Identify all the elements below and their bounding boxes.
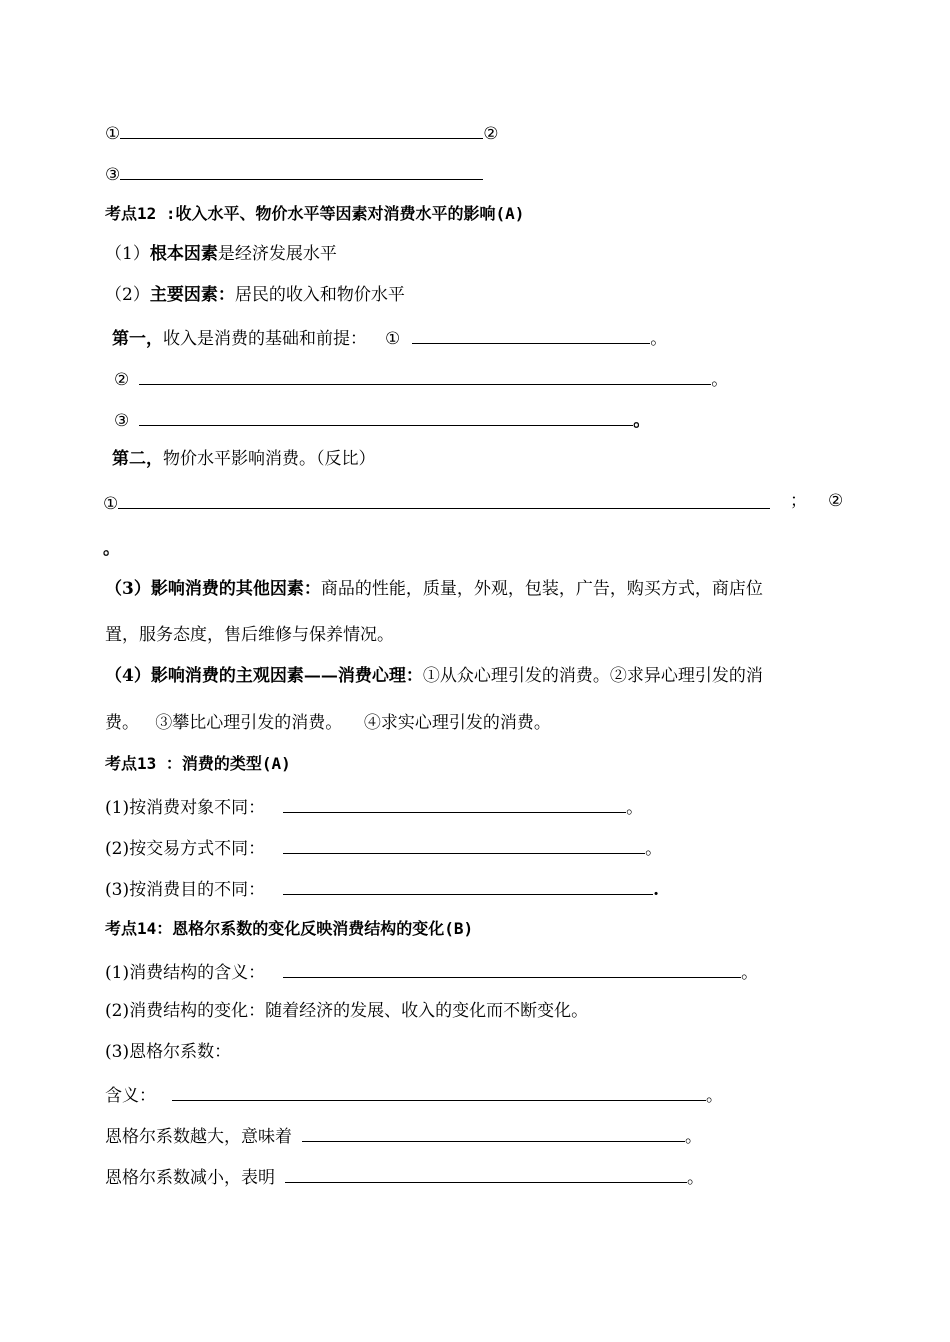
item-number: （1）: [105, 244, 150, 264]
item-text: ①从众心理引发的消费。②求异心理引发的消: [422, 666, 763, 686]
blank-engel-3[interactable]: [285, 1164, 687, 1183]
item-12-4: [105, 665, 763, 687]
circle-1-label: ①: [103, 494, 119, 514]
type-2-line: [105, 835, 662, 860]
blank-engel-1[interactable]: [172, 1082, 706, 1101]
period: 。: [633, 411, 651, 431]
blank-type-2[interactable]: [283, 835, 645, 854]
item-text: 居民的收入和物价水平: [234, 285, 405, 305]
period: 。: [645, 839, 663, 859]
engel-label: 恩格尔系数越大，意味着: [105, 1127, 292, 1147]
engel-label: 恩格尔系数减小，表明: [105, 1168, 275, 1188]
period: 。: [706, 1086, 723, 1106]
item-text: 是经济发展水平: [217, 244, 337, 264]
item-number: （2）: [105, 285, 150, 305]
section-13-heading: 考点13 ：消费的类型(A): [105, 754, 291, 773]
structure-label: (1)消费结构的含义：: [105, 963, 266, 983]
period: 。: [626, 798, 644, 818]
engel-label: 含义：: [105, 1086, 156, 1106]
period: 。: [687, 1168, 704, 1188]
period: 。: [741, 963, 759, 983]
separator: ；: [790, 491, 807, 511]
item-bold: （4）影响消费的主观因素——消费心理：: [105, 666, 423, 686]
period: .: [653, 880, 660, 900]
first-line: [112, 325, 667, 350]
blank-1[interactable]: [120, 120, 483, 139]
type-1-line: [105, 794, 643, 819]
engel-larger-line: [105, 1123, 702, 1148]
item-12-1: [105, 243, 337, 265]
type-label: (2)按交易方式不同：: [105, 839, 266, 859]
blank-type-3[interactable]: [283, 876, 653, 895]
blank-structure-1[interactable]: [283, 959, 741, 978]
first-bold: 第一，: [112, 329, 163, 349]
engel-smaller-line: [105, 1164, 704, 1189]
section-14-heading: 考点14：恩格尔系数的变化反映消费结构的变化(B): [105, 919, 474, 938]
blank-income-3[interactable]: [139, 407, 633, 426]
type-label: (3)按消费目的不同：: [105, 880, 266, 900]
item-12-4-cont: 费。 ③攀比心理引发的消费。 ④求实心理引发的消费。: [105, 713, 551, 733]
item-12-2: [105, 284, 405, 306]
income-2-line: [114, 366, 728, 391]
second-line: [112, 448, 376, 470]
income-3-line: [114, 407, 650, 432]
period: 。: [711, 370, 729, 390]
circle-1-label: ①: [385, 329, 401, 349]
fill-line-1: [105, 120, 499, 145]
blank-income-2[interactable]: [139, 366, 711, 385]
blank-engel-2[interactable]: [302, 1123, 685, 1142]
second-text: 物价水平影响消费。（反比）: [163, 449, 376, 469]
type-3-line: [105, 876, 659, 901]
item-bold: 主要因素：: [149, 285, 235, 305]
circle-2-label: ②: [828, 491, 844, 511]
circle-1-label: ①: [105, 124, 121, 144]
period: 。: [685, 1127, 702, 1147]
price-1-line: [103, 490, 770, 515]
price-2-end: 。: [103, 539, 120, 559]
item-12-3-cont: 置，服务态度，售后维修与保养情况。: [105, 625, 394, 645]
circle-3-label: ③: [114, 411, 130, 431]
second-bold: 第二，: [112, 449, 163, 469]
item-bold: 根本因素: [149, 244, 218, 264]
section-12-heading: 考点12 :收入水平、物价水平等因素对消费水平的影响(A): [105, 204, 525, 223]
blank-price-1[interactable]: [118, 490, 770, 509]
engel-meaning-line: [105, 1082, 723, 1107]
structure-3-line: (3)恩格尔系数：: [105, 1042, 232, 1062]
first-text: 收入是消费的基础和前提：: [163, 329, 367, 349]
type-label: (1)按消费对象不同：: [105, 798, 266, 818]
period: 。: [650, 329, 668, 349]
blank-2[interactable]: [120, 161, 483, 180]
structure-2-line: (2)消费结构的变化：随着经济的发展、收入的变化而不断变化。: [105, 1001, 589, 1021]
circle-3-label: ③: [105, 165, 121, 185]
blank-income-1[interactable]: [412, 325, 650, 344]
item-12-3: [105, 578, 763, 600]
item-bold: （3）影响消费的其他因素：: [105, 579, 321, 599]
circle-2-label: ②: [483, 124, 499, 144]
fill-line-2: [105, 161, 483, 186]
circle-2-label: ②: [114, 370, 130, 390]
structure-1-line: [105, 959, 758, 984]
item-text: 商品的性能，质量，外观，包装，广告，购买方式，商店位: [320, 579, 763, 599]
blank-type-1[interactable]: [283, 794, 626, 813]
